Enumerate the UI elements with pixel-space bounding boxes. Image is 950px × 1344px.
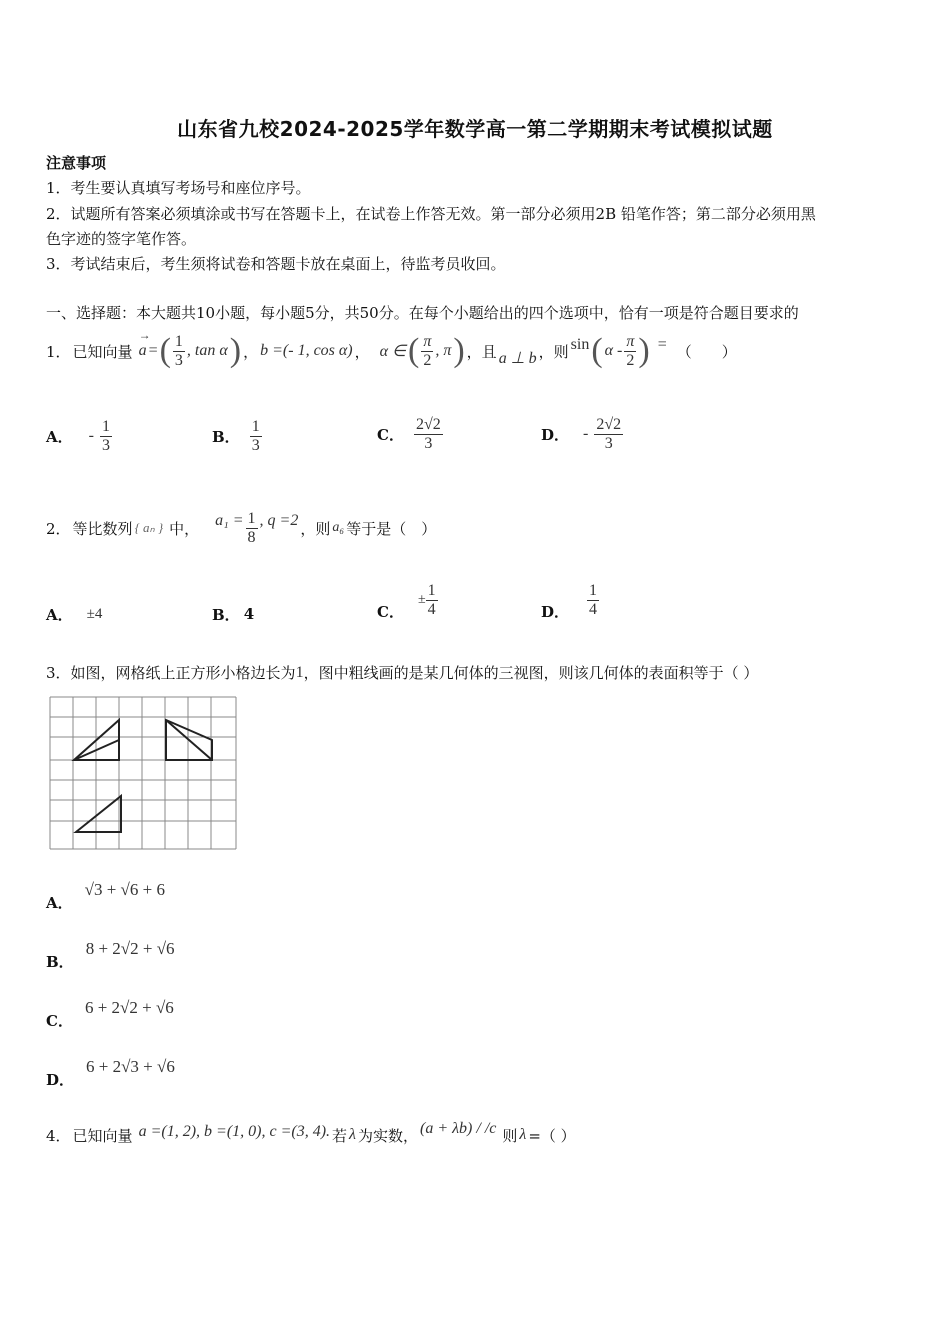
q3-number: 3．: [46, 664, 71, 682]
q3-stem-a: 如图，网格纸上正方形小格边长为: [70, 664, 296, 682]
q3-option-b[interactable]: B． 8 + 2√2 + √6: [46, 939, 175, 971]
q1-option-b[interactable]: B． $\frac{1}{3}$: [212, 417, 260, 454]
q2-mid: 中，: [169, 519, 200, 538]
q2-sequence: { aₙ }: [134, 520, 164, 535]
q2-stem: 等比数列: [72, 519, 133, 538]
q1-and: ，且: [466, 342, 497, 361]
q1-perp: a ⊥ b: [498, 350, 537, 367]
q2-a6: a₆: [332, 520, 345, 535]
left-paren-3: (: [591, 332, 603, 369]
top-view: [76, 796, 121, 832]
section-heading: 一、选择题：本大题共10小题，每小题5分，共50分。在每个小题给出的四个选项中，恰有一项是符合题目要求的: [46, 304, 799, 322]
vector-arrow-icon: →: [138, 328, 151, 342]
q2-option-d[interactable]: D． $\frac{1}{4}$: [541, 581, 598, 621]
right-paren-3: ): [638, 332, 650, 369]
q3-option-a[interactable]: A． √3 + √6 + 6: [46, 880, 165, 912]
q4-lambda-2: λ: [519, 1126, 527, 1143]
q4-then: 则: [502, 1126, 518, 1145]
question-4: [46, 1115, 576, 1155]
q1-tan: , tan α: [186, 342, 228, 359]
q1-frac-1-3: $\frac{1}{3}$: [174, 332, 183, 369]
question-3: [46, 662, 758, 683]
left-paren-2: (: [407, 332, 420, 369]
question-1: [46, 327, 737, 375]
q1-number: 1．: [46, 342, 71, 361]
notice-item-3: 3．考试结束后，考生须将试卷和答题卡放在桌面上，待监考员收回。: [46, 255, 506, 273]
q4-condition: (a + λb) / /c: [420, 1120, 497, 1137]
q2-option-a[interactable]: A． ±4: [46, 605, 103, 624]
q1-blank: （ ）: [676, 342, 737, 361]
side-view: [166, 720, 212, 760]
q1-alpha-in: α ∈: [379, 343, 406, 360]
q2-then: ，则: [300, 519, 331, 538]
q4-mid2: 为实数，: [357, 1126, 418, 1145]
q4-tail: =（ ）: [528, 1126, 576, 1145]
q1-stem: 已知向量: [72, 342, 133, 361]
q2-tail: 等于是（ ）: [346, 519, 437, 538]
q1-option-c[interactable]: C． $\frac{2√2}{3}$: [377, 415, 441, 452]
q2-ratio: , q =2: [259, 512, 299, 529]
right-paren: ): [229, 332, 242, 369]
notice-item-1: 1．考生要认真填写考场号和座位序号。: [46, 179, 311, 197]
q4-number: 4．: [46, 1126, 71, 1145]
q4-stem: 已知向量: [72, 1126, 133, 1145]
q1-frac-pi-2: $\frac{\pi}{2}$: [423, 332, 432, 369]
q3-one: 1: [295, 663, 304, 681]
notice-heading: 注意事项: [46, 154, 107, 172]
q1-pi-end: , π: [435, 342, 452, 359]
q2-option-b[interactable]: B． 4: [212, 605, 255, 624]
q1-comma-2: ，: [354, 342, 370, 361]
q4-lambda: λ: [349, 1126, 356, 1143]
q3-option-c[interactable]: C． 6 + 2√2 + √6: [46, 998, 174, 1030]
q1-eq: =: [148, 342, 158, 359]
q1-alpha-minus: α -: [604, 342, 623, 359]
q2-frac-1-8: $\frac{1}{8}$: [247, 509, 256, 546]
q1-equals: =: [657, 336, 667, 353]
notice-item-2: 2．试题所有答案必须填涂或书写在答题卡上，在试卷上作答无效。第一部分必须用2B 铅笔作答；第二部分必须用黑: [46, 205, 816, 223]
q1-vector-b: b =(- 1, cos α): [260, 342, 353, 359]
grid-lines: [50, 697, 236, 849]
q2-option-c[interactable]: C． ± $\frac{1}{4}$: [377, 581, 436, 621]
right-paren-2: ): [453, 332, 465, 369]
q2-number: 2．: [46, 519, 71, 538]
q1-option-a[interactable]: A． - $\frac{1}{3}$: [46, 417, 110, 454]
left-paren: (: [159, 332, 171, 369]
question-2: [46, 505, 436, 551]
vector-a: → a: [138, 328, 151, 359]
q1-option-d[interactable]: D． - $\frac{2√2}{3}$: [541, 415, 622, 452]
q3-option-d[interactable]: D． 6 + 2√3 + √6: [46, 1057, 175, 1089]
three-view-figure: [46, 694, 240, 852]
q1-then: ，则: [538, 342, 569, 361]
q3-stem-b: ，图中粗线画的是某几何体的三视图，则该几何体的表面积等于（ ）: [303, 664, 759, 682]
page-title: 山东省九校2024-2025学年数学高一第二学期期末考试模拟试题: [177, 117, 773, 141]
q4-mid: 若: [332, 1126, 348, 1145]
notice-item-2-cont: 色字迹的签字笔作答。: [46, 230, 197, 248]
q1-comma-1: ，: [243, 342, 259, 361]
q2-a1: a₁ =: [215, 512, 244, 529]
q1-sin: sin: [570, 336, 590, 353]
q4-vectors: a =(1, 2), b =(1, 0), c =(3, 4).: [138, 1123, 331, 1140]
q1-frac-pi-2-b: $\frac{\pi}{2}$: [626, 332, 635, 369]
